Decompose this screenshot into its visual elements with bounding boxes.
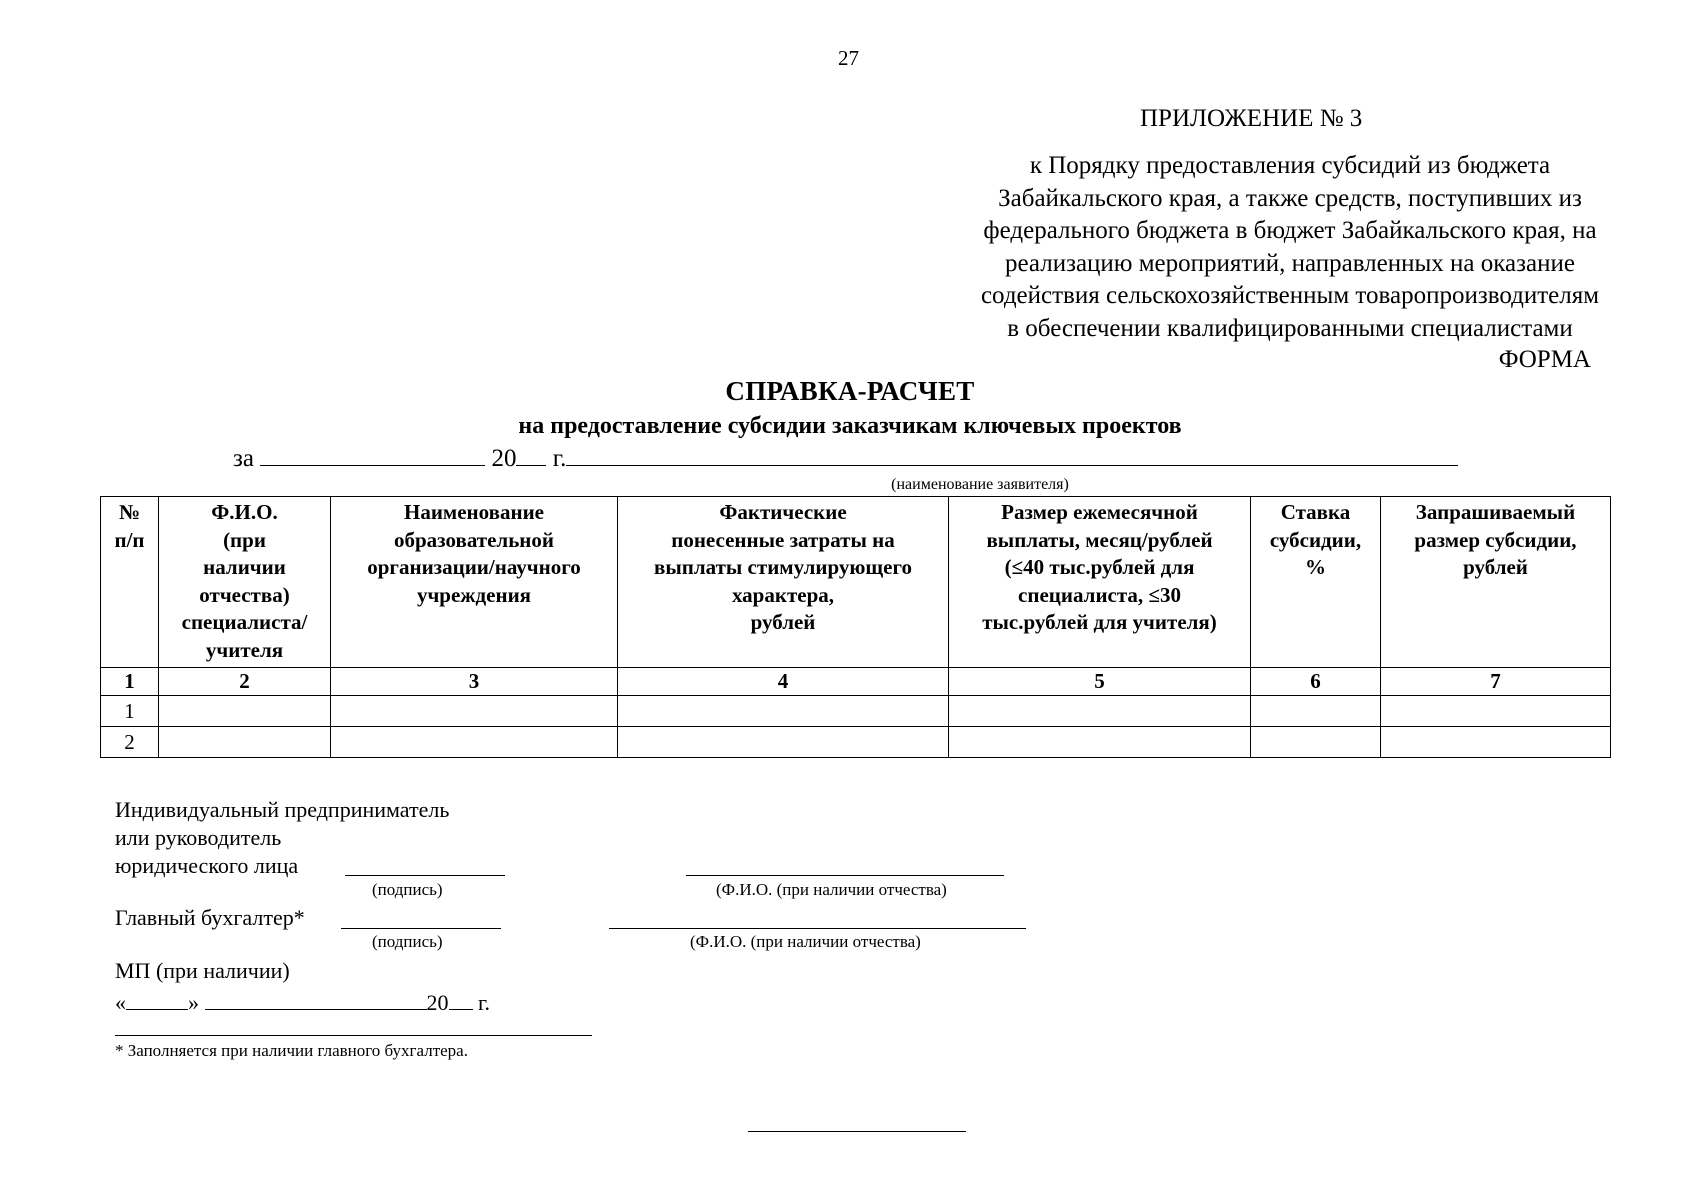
table-row bbox=[101, 696, 1611, 727]
date-year: 20 bbox=[426, 990, 449, 1015]
table-row bbox=[101, 727, 1611, 758]
table-cell[interactable] bbox=[331, 696, 618, 727]
header-cell-organization: Наименование образовательной организации/научного учреждения bbox=[331, 497, 618, 668]
head-fio-line[interactable] bbox=[686, 875, 1004, 876]
table-cell[interactable] bbox=[1251, 727, 1381, 758]
date-month-blank[interactable] bbox=[205, 987, 427, 1010]
appendix-line: в обеспечении квалифицированными специалистами bbox=[1007, 314, 1573, 342]
column-number: 4 bbox=[618, 668, 949, 696]
date-close-quote: » bbox=[188, 990, 199, 1015]
period-blank[interactable] bbox=[260, 443, 485, 466]
accountant-fio-line[interactable] bbox=[609, 928, 1026, 929]
table-cell[interactable] bbox=[331, 727, 618, 758]
period-suffix: г. bbox=[552, 445, 567, 472]
head-signature-line[interactable] bbox=[345, 875, 505, 876]
period-prefix: за bbox=[233, 445, 254, 472]
column-number: 5 bbox=[949, 668, 1251, 696]
bottom-divider bbox=[748, 1131, 966, 1132]
head-title-line: Индивидуальный предприниматель bbox=[115, 797, 450, 822]
footnote-separator bbox=[115, 1035, 592, 1036]
period-year: 20 bbox=[491, 445, 517, 472]
header-cell-subsidy-rate: Ставка субсидии, % bbox=[1251, 497, 1381, 668]
appendix-title: ПРИЛОЖЕНИЕ № 3 bbox=[1140, 105, 1363, 132]
applicant-caption: (наименование заявителя) bbox=[891, 476, 1069, 493]
table-cell[interactable] bbox=[1381, 727, 1611, 758]
header-cell-number: № п/п bbox=[101, 497, 159, 668]
column-number: 6 bbox=[1251, 668, 1381, 696]
page-number: 27 bbox=[838, 46, 859, 70]
header-cell-fio: Ф.И.О. (при наличии отчества) специалиста/ учителя bbox=[159, 497, 331, 668]
fio-caption: (Ф.И.О. (при наличии отчества) bbox=[716, 880, 947, 899]
table-header-row bbox=[101, 497, 1611, 668]
column-number: 1 bbox=[101, 668, 159, 696]
signature-caption: (подпись) bbox=[372, 932, 443, 951]
chief-accountant-label: Главный бухгалтер* bbox=[115, 905, 305, 930]
stamp-label: МП (при наличии) bbox=[115, 958, 290, 983]
signature-caption: (подпись) bbox=[372, 880, 443, 899]
row-number: 1 bbox=[101, 696, 159, 727]
period-row bbox=[233, 443, 1458, 473]
year-blank[interactable] bbox=[516, 443, 546, 466]
fio-caption: (Ф.И.О. (при наличии отчества) bbox=[690, 932, 921, 951]
column-number: 2 bbox=[159, 668, 331, 696]
table-cell[interactable] bbox=[1381, 696, 1611, 727]
appendix-line: федерального бюджета в бюджет Забайкальского края, на bbox=[983, 217, 1597, 244]
appendix-line: к Порядку предоставления субсидий из бюджета bbox=[1029, 152, 1551, 179]
table-cell[interactable] bbox=[1251, 696, 1381, 727]
head-title-line: или руководитель bbox=[115, 825, 282, 850]
date-day-blank[interactable] bbox=[126, 987, 188, 1010]
column-number: 3 bbox=[331, 668, 618, 696]
date-open-quote: « bbox=[115, 990, 126, 1015]
row-number: 2 bbox=[101, 727, 159, 758]
table-cell[interactable] bbox=[159, 696, 331, 727]
applicant-blank[interactable] bbox=[566, 443, 1458, 466]
calculation-table bbox=[100, 496, 1611, 758]
date-suffix: г. bbox=[478, 990, 491, 1015]
accountant-signature-line[interactable] bbox=[341, 928, 501, 929]
appendix-line: Забайкальского края, а также средств, поступивших из bbox=[998, 184, 1582, 212]
column-number: 7 bbox=[1381, 668, 1611, 696]
header-cell-actual-costs: Фактические понесенные затраты на выплаты стимулирующего характера, рублей bbox=[618, 497, 949, 668]
table-cell[interactable] bbox=[618, 727, 949, 758]
table-cell[interactable] bbox=[949, 727, 1251, 758]
form-label: ФОРМА bbox=[1498, 346, 1591, 373]
table-cell[interactable] bbox=[618, 696, 949, 727]
date-row bbox=[115, 987, 490, 1016]
appendix-line: реализацию мероприятий, направленных на оказание bbox=[1005, 249, 1575, 277]
header-cell-monthly-payment: Размер ежемесячной выплаты, месяц/рублей (≤40 тыс.рублей для специалиста, ≤30 тыс.рублей для учителя) bbox=[949, 497, 1251, 668]
document-subtitle: на предоставление субсидии заказчикам ключевых проектов bbox=[518, 413, 1182, 439]
table-cell[interactable] bbox=[159, 727, 331, 758]
document-title: СПРАВКА-РАСЧЕТ bbox=[725, 376, 975, 406]
date-year-blank[interactable] bbox=[449, 987, 473, 1010]
appendix-line: содействия сельскохозяйственным товаропроизводителям bbox=[980, 282, 1600, 309]
head-title-line: юридического лица bbox=[115, 853, 299, 878]
column-number-row bbox=[101, 668, 1611, 696]
table-cell[interactable] bbox=[949, 696, 1251, 727]
footnote: * Заполняется при наличии главного бухгалтера. bbox=[115, 1041, 468, 1060]
appendix-text bbox=[900, 150, 1680, 345]
header-cell-requested-amount: Запрашиваемый размер субсидии, рублей bbox=[1381, 497, 1611, 668]
